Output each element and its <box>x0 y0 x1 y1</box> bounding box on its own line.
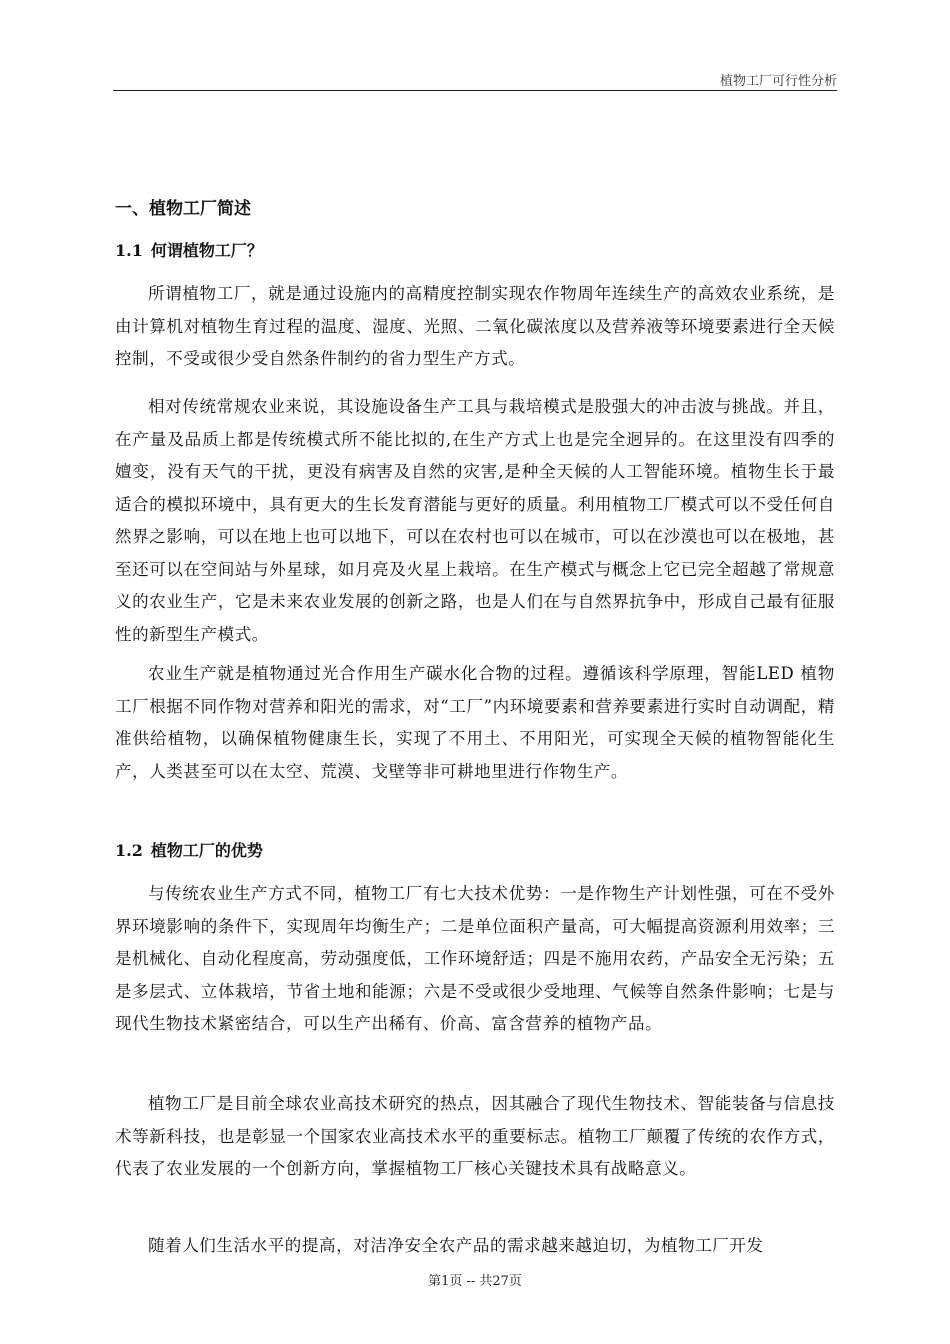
page-footer: 第1页 -- 共27页 <box>428 1274 522 1289</box>
paragraph: 随着人们生活水平的提高，对洁净安全农产品的需求越来越迫切，为植物工厂开发 <box>148 1236 764 1255</box>
subsection-title: 植物工厂的优势 <box>150 841 263 860</box>
paragraph: 农业生产就是植物通过光合作用生产碳水化合物的过程。遵循该科学原理，智能LED 植物工厂根据不同作物对营养和阳光的需求，对“工厂”内环境要素和营养要素进行实时自动调配，精准供给植物，以确保植物健康生长，实现了不用土、不用阳光，可实现全天候的植物智能化生产，人类甚至可以在太空、荒漠、戈壁等非可耕地里进行作物生产。 <box>115 664 835 781</box>
subsection-heading-1-1 <box>115 238 263 261</box>
running-header: 植物工厂可行性分析 <box>719 74 837 89</box>
paragraph: 所谓植物工厂，就是通过设施内的高精度控制实现农作物周年连续生产的高效农业系统，是由计算机对植物生育过程的温度、湿度、光照、二氧化碳浓度以及营养液等环境要素进行全天候控制，不受或很少受自然条件制约的省力型生产方式。 <box>115 284 835 368</box>
paragraph: 与传统农业生产方式不同，植物工厂有七大技术优势：一是作物生产计划性强，可在不受外界环境影响的条件下，实现周年均衡生产；二是单位面积产量高，可大幅提高资源利用效率；三是机械化、自动化程度高，劳动强度低，工作环境舒适；四是不施用农药，产品安全无污染；五是多层式、立体栽培，节省土地和能源；六是不受或很少受地理、气候等自然条件影响；七是与现代生物技术紧密结合，可以生产出稀有、价高、富含营养的植物产品。 <box>115 884 835 1033</box>
paragraph: 相对传统常规农业来说，其设施设备生产工具与栽培模式是股强大的冲击波与挑战。并且，在产量及品质上都是传统模式所不能比拟的,在生产方式上也是完全迥异的。在这里没有四季的嬗变，没有天气的干扰，更没有病害及自然的灾害,是种全天候的人工智能环境。植物生长于最适合的模拟环境中，具有更大的生长发育潜能与更好的质量。利用植物工厂模式可以不受任何自然界之影响，可以在地上也可以地下，可以在农村也可以在城市，可以在沙漠也可以在极地，甚至还可以在空间站与外星球，如月亮及火星上栽培。在生产模式与概念上它已完全超越了常规意义的农业生产，它是未来农业发展的创新之路，也是人们在与自然界抗争中，形成自己最有征服性的新型生产模式。 <box>115 397 835 644</box>
header-rule <box>113 90 837 91</box>
paragraph: 植物工厂是目前全球农业高技术研究的热点，因其融合了现代生物技术、智能装备与信息技术等新科技，也是彰显一个国家农业高技术水平的重要标志。植物工厂颠覆了传统的农作方式，代表了农业发展的一个创新方向，掌握植物工厂核心关键技术具有战略意义。 <box>115 1094 835 1178</box>
section-title: 一、植物工厂简述 <box>115 199 251 219</box>
subsection-heading-1-2 <box>115 838 263 861</box>
subsection-number: 1.1 <box>115 241 143 260</box>
subsection-title: 何谓植物工厂？ <box>150 241 263 260</box>
subsection-number: 1.2 <box>115 841 143 860</box>
